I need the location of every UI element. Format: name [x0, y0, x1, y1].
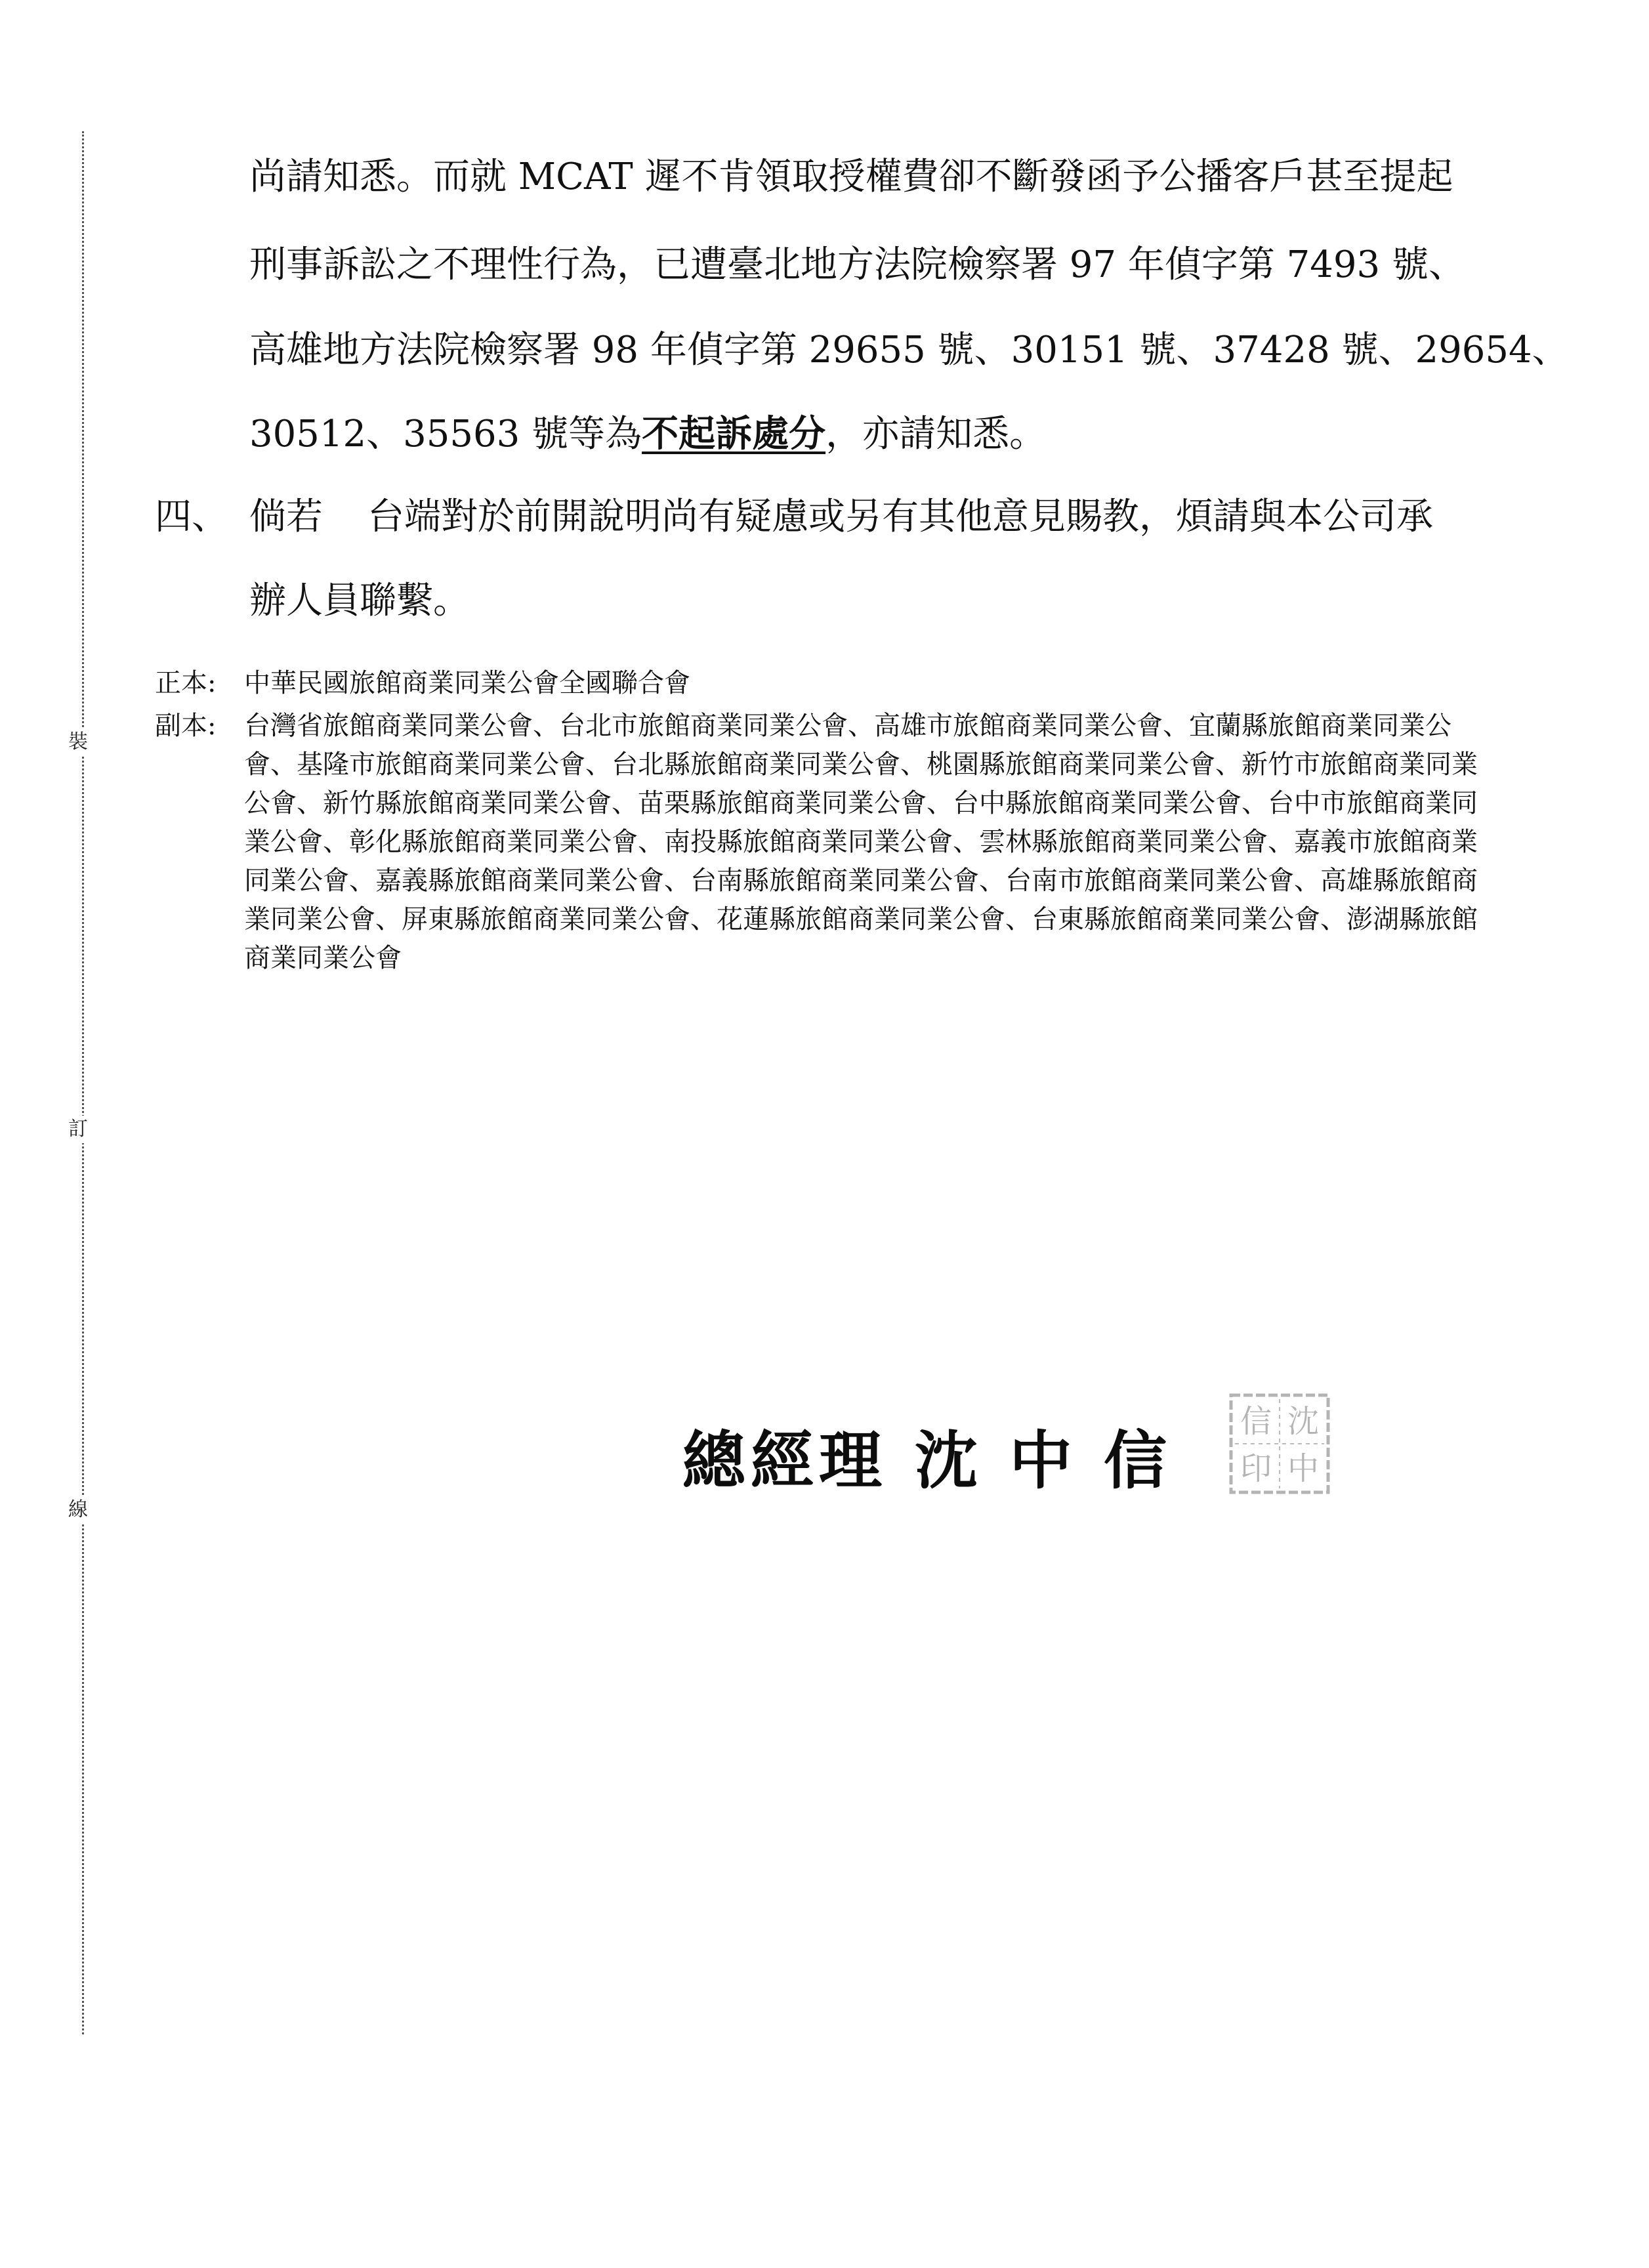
non-prosecution-emphasis: 不起訴處分 — [642, 412, 826, 455]
signature-title: 總經理 — [682, 1423, 887, 1498]
seal-char-4: 中 — [1287, 1450, 1320, 1487]
binding-mark-zhuang: 裝 — [68, 728, 88, 756]
signature-block — [682, 1411, 1198, 1501]
body-line-4-prefix: 30512、35563 號等為 — [249, 413, 642, 455]
item-four-continuation: 辦人員聯繫。 — [249, 579, 470, 622]
seal-stamp-icon — [1227, 1391, 1332, 1496]
copy-recipients-row — [155, 707, 1500, 978]
body-line-3: 高雄地方法院檢察署 98 年偵字第 29655 號、30151 號、37428 號、29654、 — [249, 329, 1569, 371]
signature-name: 沈中信 — [915, 1423, 1198, 1498]
item-four — [155, 495, 1500, 539]
copy-label: 副本: — [155, 711, 217, 741]
binding-margin-line — [82, 131, 84, 2034]
item-four-heading: 倘若 — [249, 495, 323, 538]
original-recipient: 中華民國旅館商業同業公會全國聯合會 — [244, 668, 690, 698]
original-recipient-row — [155, 664, 1500, 703]
seal-char-2: 沈 — [1287, 1403, 1320, 1440]
body-line-4-suffix: ，亦請知悉。 — [825, 413, 1047, 455]
seal-char-3: 印 — [1240, 1450, 1272, 1487]
body-line-2: 刑事訴訟之不理性行為，已遭臺北地方法院檢察署 97 年偵字第 7493 號、 — [249, 243, 1465, 286]
binding-mark-ding: 訂 — [68, 1116, 88, 1143]
recipient-list — [155, 664, 1500, 982]
copy-recipients: 台灣省旅館商業同業公會、台北市旅館商業同業公會、高雄市旅館商業同業公會、宜蘭縣旅館商業同業公會、基隆市旅館商業同業公會、台北縣旅館商業同業公會、桃園縣旅館商業同業公會、新竹市旅館商業同業公會、新竹縣旅館商業同業公會、苗栗縣旅館商業同業公會、台中縣旅館商業同業公會、台中市旅館商業同業公會、彰化縣旅館商業同業公會、南投縣旅館商業同業公會、雲林縣旅館商業同業公會、嘉義市旅館商業同業公會、嘉義縣旅館商業同業公會、台南縣旅館商業同業公會、台南市旅館商業同業公會、高雄縣旅館商業同業公會、屏東縣旅館商業同業公會、花蓮縣旅館商業同業公會、台東縣旅館商業同業公會、澎湖縣旅館商業同業公會 — [244, 711, 1478, 973]
seal-char-1: 信 — [1240, 1403, 1272, 1440]
body-line-1: 尚請知悉。而就 MCAT 遲不肯領取授權費卻不斷發函予公播客戶甚至提起 — [249, 156, 1453, 198]
body-line-4 — [249, 412, 1496, 456]
binding-mark-xian: 線 — [68, 1496, 88, 1524]
item-four-number: 四、 — [155, 495, 228, 538]
item-four-text: 台端對於前開說明尚有疑慮或另有其他意見賜教，煩請與本公司承 — [367, 495, 1433, 538]
original-label: 正本: — [155, 668, 217, 698]
